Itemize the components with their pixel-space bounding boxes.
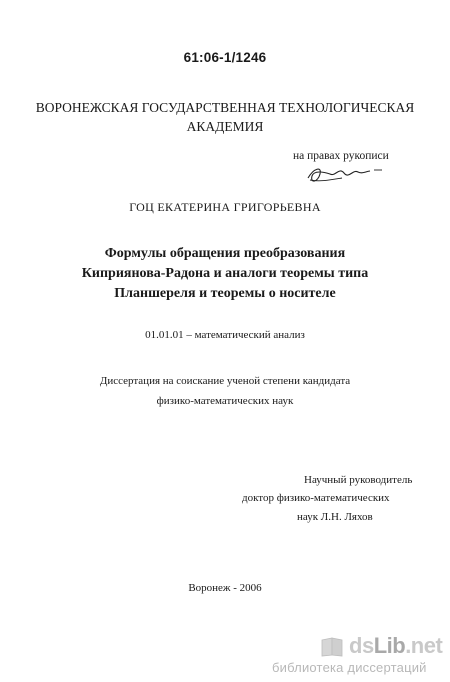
- supervisor-line-1: Научный руководитель: [304, 474, 413, 486]
- title-line-1: Формулы обращения преобразования: [104, 246, 346, 261]
- title-line-2: Киприянова-Радона и аналоги теоремы типа: [81, 266, 369, 281]
- institution-line-1: ВОРОНЕЖСКАЯ ГОСУДАРСТВЕННАЯ ТЕХНОЛОГИЧЕСКАЯ: [35, 100, 415, 115]
- institution-line-2: АКАДЕМИЯ: [186, 119, 264, 134]
- archive-code: 61:06-1/1246: [183, 50, 267, 65]
- title-line-3: Планшереля и теоремы о носителе: [114, 286, 336, 301]
- manuscript-rights-note: на правах рукописи: [293, 150, 389, 162]
- dissertation-title: [0, 244, 450, 304]
- watermark-logo: [349, 633, 442, 659]
- city-year: Воронеж - 2006: [188, 582, 262, 594]
- logo-part-ds: ds: [349, 633, 374, 658]
- signature: [300, 160, 390, 190]
- institution-name: [0, 98, 450, 136]
- supervisor-line-2: доктор физико-математических: [242, 492, 390, 504]
- author-name: ГОЦ ЕКАТЕРИНА ГРИГОРЬЕВНА: [129, 200, 321, 214]
- supervisor-line-3: наук Л.Н. Ляхов: [297, 511, 373, 523]
- watermark-subtitle: библиотека диссертаций: [272, 660, 427, 675]
- degree-line-1: Диссертация на соискание ученой степени кандидата: [99, 375, 351, 387]
- book-icon: [320, 636, 346, 658]
- logo-part-lib: Lib: [373, 633, 406, 658]
- degree-line-2: физико-математических наук: [156, 395, 294, 407]
- degree-statement: [0, 371, 450, 411]
- specialty-code: 01.01.01 – математический анализ: [145, 329, 305, 341]
- logo-part-net: .net: [405, 633, 443, 658]
